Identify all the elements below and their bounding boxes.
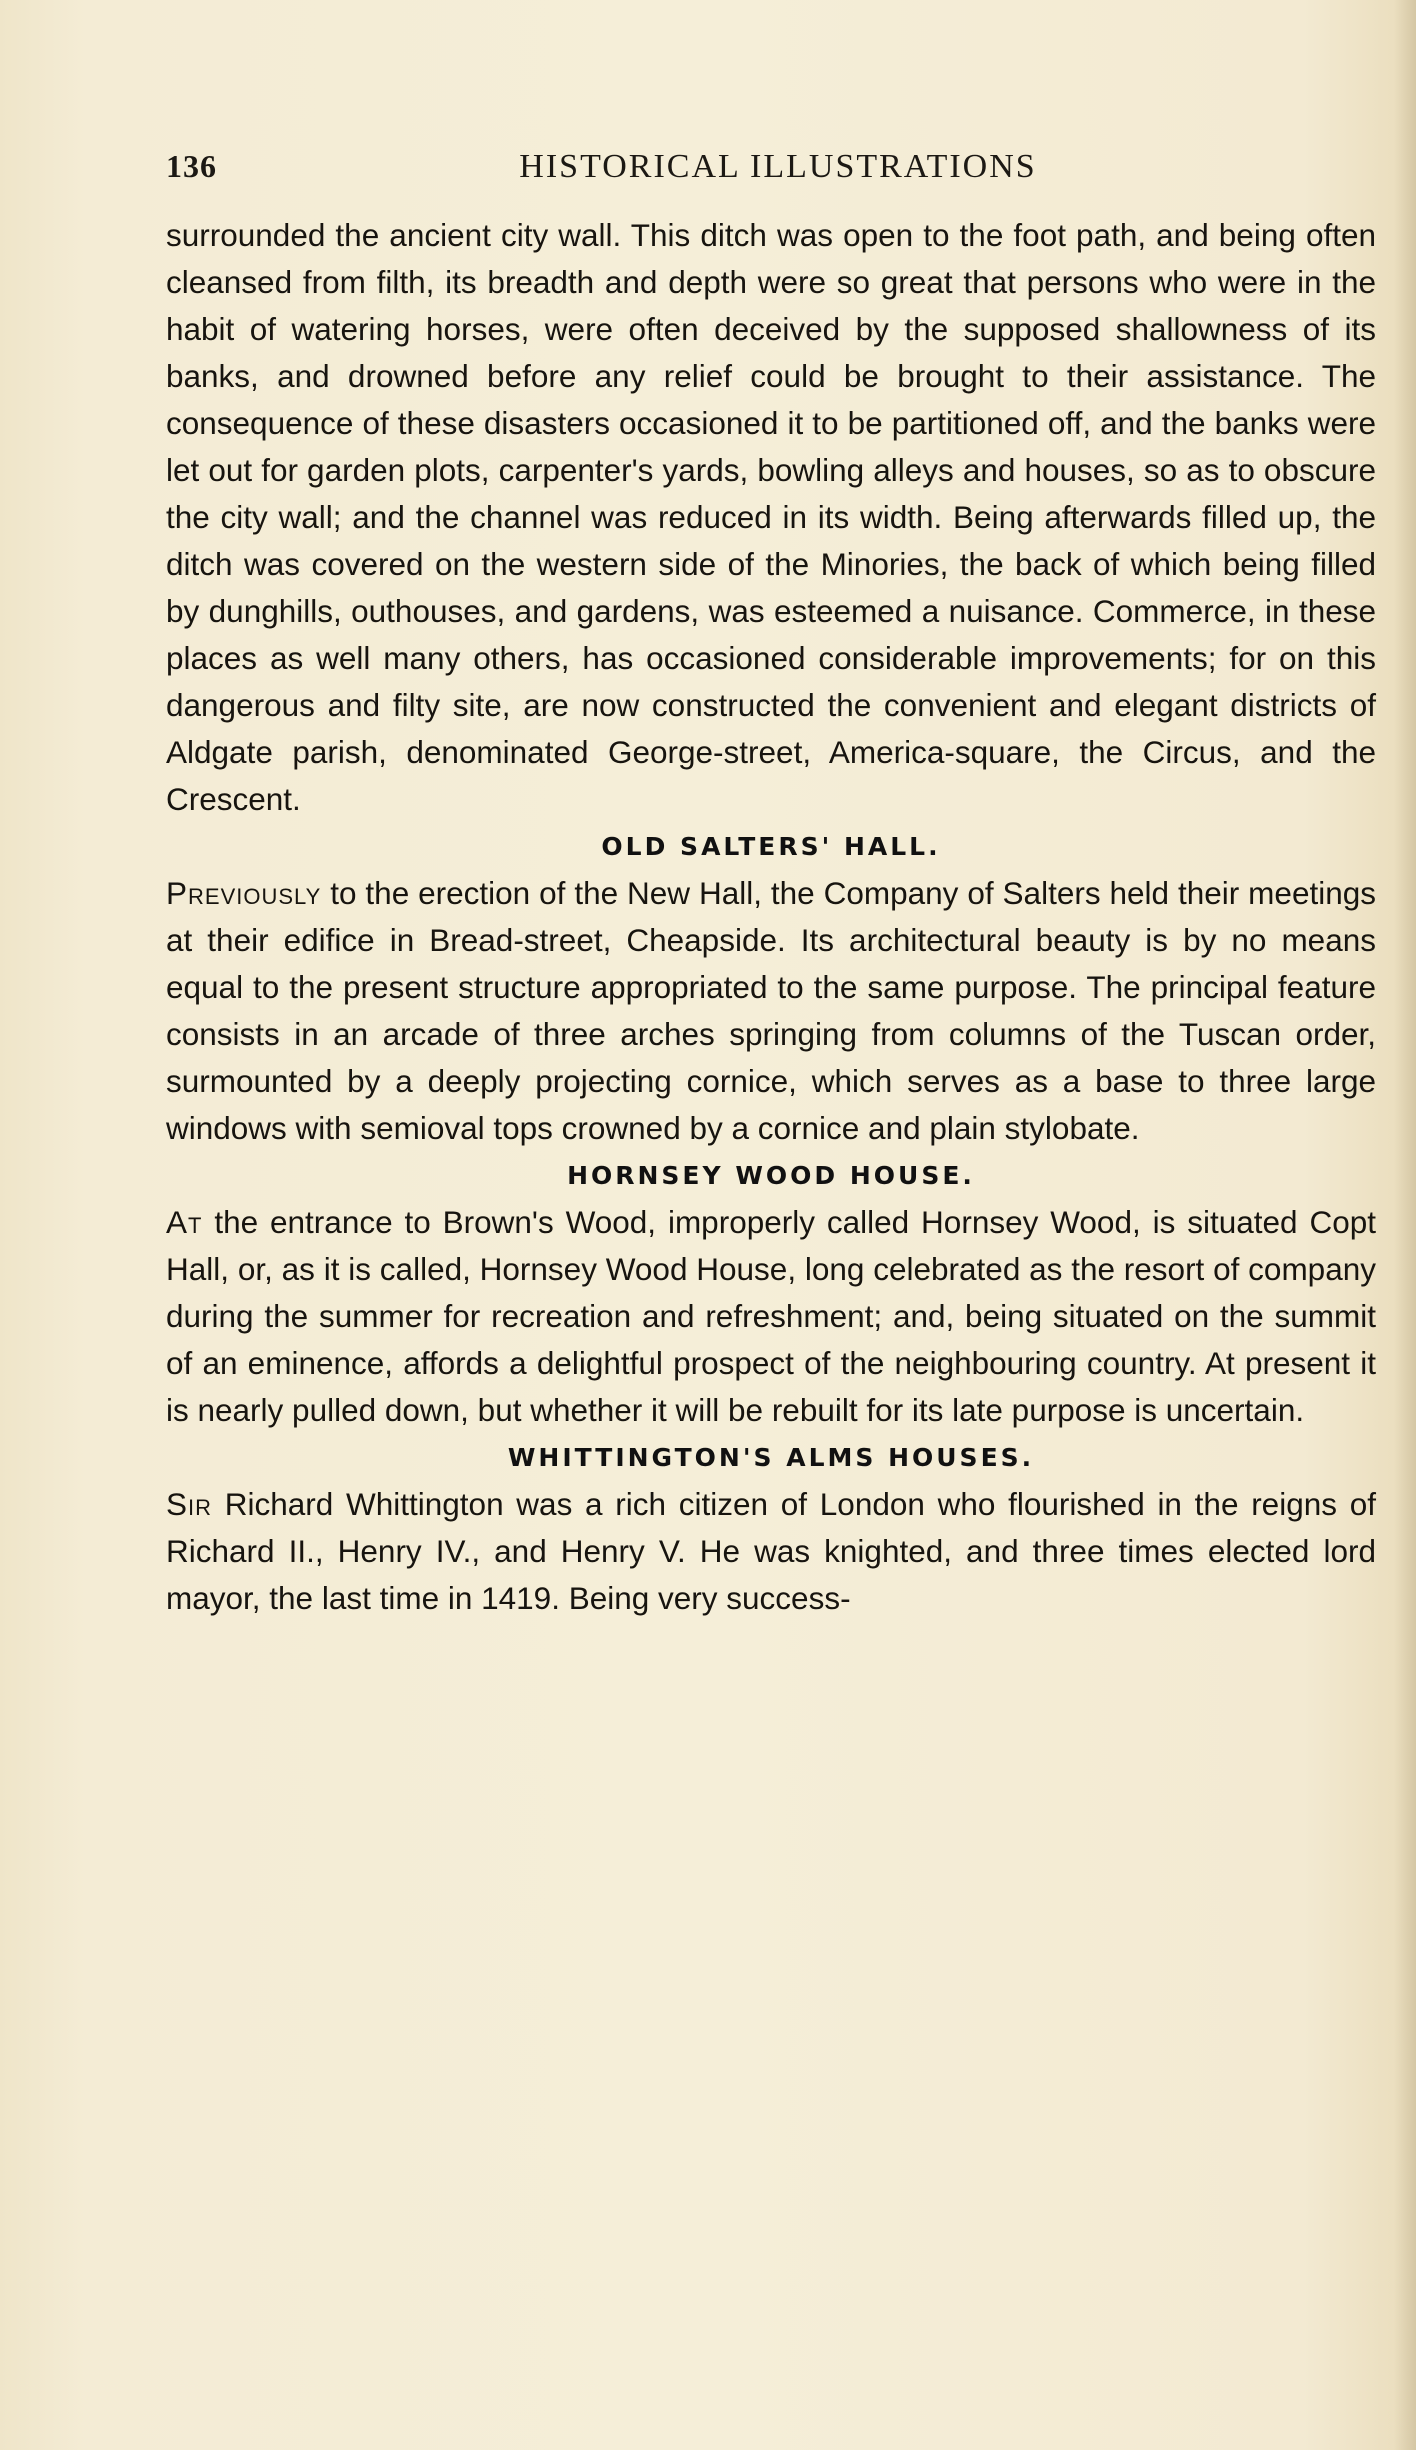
lead-word: At <box>166 1204 203 1240</box>
paragraph-body: the entrance to Brown's Wood, improperly called Hornsey Wood, is situated Copt Hall, or, as it is called, Hornsey Wood House, long celebrated as the resort of company during the summer for recreation and refreshment; and, being situated on the summit of an eminence, affords a delightful prospect of the neighbouring country. At present it is nearly pulled down, but whether it will be rebuilt for its late purpose is uncertain. <box>166 1204 1376 1428</box>
paragraph-whittington <box>166 1481 1376 1622</box>
paragraph-city-ditch: surrounded the ancient city wall. This ditch was open to the foot path, and being often cleansed from filth, its breadth and depth were so great that persons who were in the habit of watering horses, were often deceived by the supposed shallowness of its banks, and drowned before any relief could be brought to their assistance. The consequence of these disasters occasioned it to be partitioned off, and the banks were let out for garden plots, carpenter's yards, bowling alleys and houses, so as to obscure the city wall; and the channel was reduced in its width. Being afterwards filled up, the ditch was covered on the western side of the Minories, the back of which being filled by dunghills, outhouses, and gardens, was esteemed a nuisance. Commerce, in these places as well many others, has occasioned considerable improvements; for on this dangerous and filty site, are now constructed the convenient and elegant districts of Aldgate parish, denominated George-street, America-square, the Circus, and the Crescent. <box>166 217 1376 817</box>
paragraph-body: to the erection of the New Hall, the Company of Salters held their meetings at their edifice in Bread-street, Cheapside. Its architectural beauty is by no means equal to the present structure appropriated to the same purpose. The principal feature consists in an arcade of three arches springing from columns of the Tuscan order, surmounted by a deeply projecting cornice, which serves as a base to three large windows with semioval tops crowned by a cornice and plain stylobate. <box>166 875 1376 1146</box>
page-edge-shadow <box>1394 0 1416 2450</box>
heading-whittingtons-alms-houses: WHITTINGTON'S ALMS HOUSES. <box>507 1443 1035 1472</box>
heading-old-salters-hall: OLD SALTERS' HALL. <box>601 832 941 861</box>
paragraph-hornsey-wood-house <box>166 1199 1376 1434</box>
paragraph-body: Richard Whittington was a rich citizen of London who flourished in the reigns of Richard II., Henry IV., and Henry V. He was knighted, and three times elected lord mayor, the last time in 1419. Being very success- <box>166 1486 1376 1616</box>
heading-hornsey-wood-house: HORNSEY WOOD HOUSE. <box>567 1161 975 1190</box>
lead-word: Previously <box>166 875 322 911</box>
main-text <box>166 212 1376 1622</box>
lead-word: Sir <box>166 1486 213 1522</box>
page-header <box>166 148 1376 192</box>
paragraph-old-salters-hall <box>166 870 1376 1152</box>
page-number: 136 <box>166 148 217 184</box>
running-title: HISTORICAL ILLUSTRATIONS <box>519 148 1037 185</box>
